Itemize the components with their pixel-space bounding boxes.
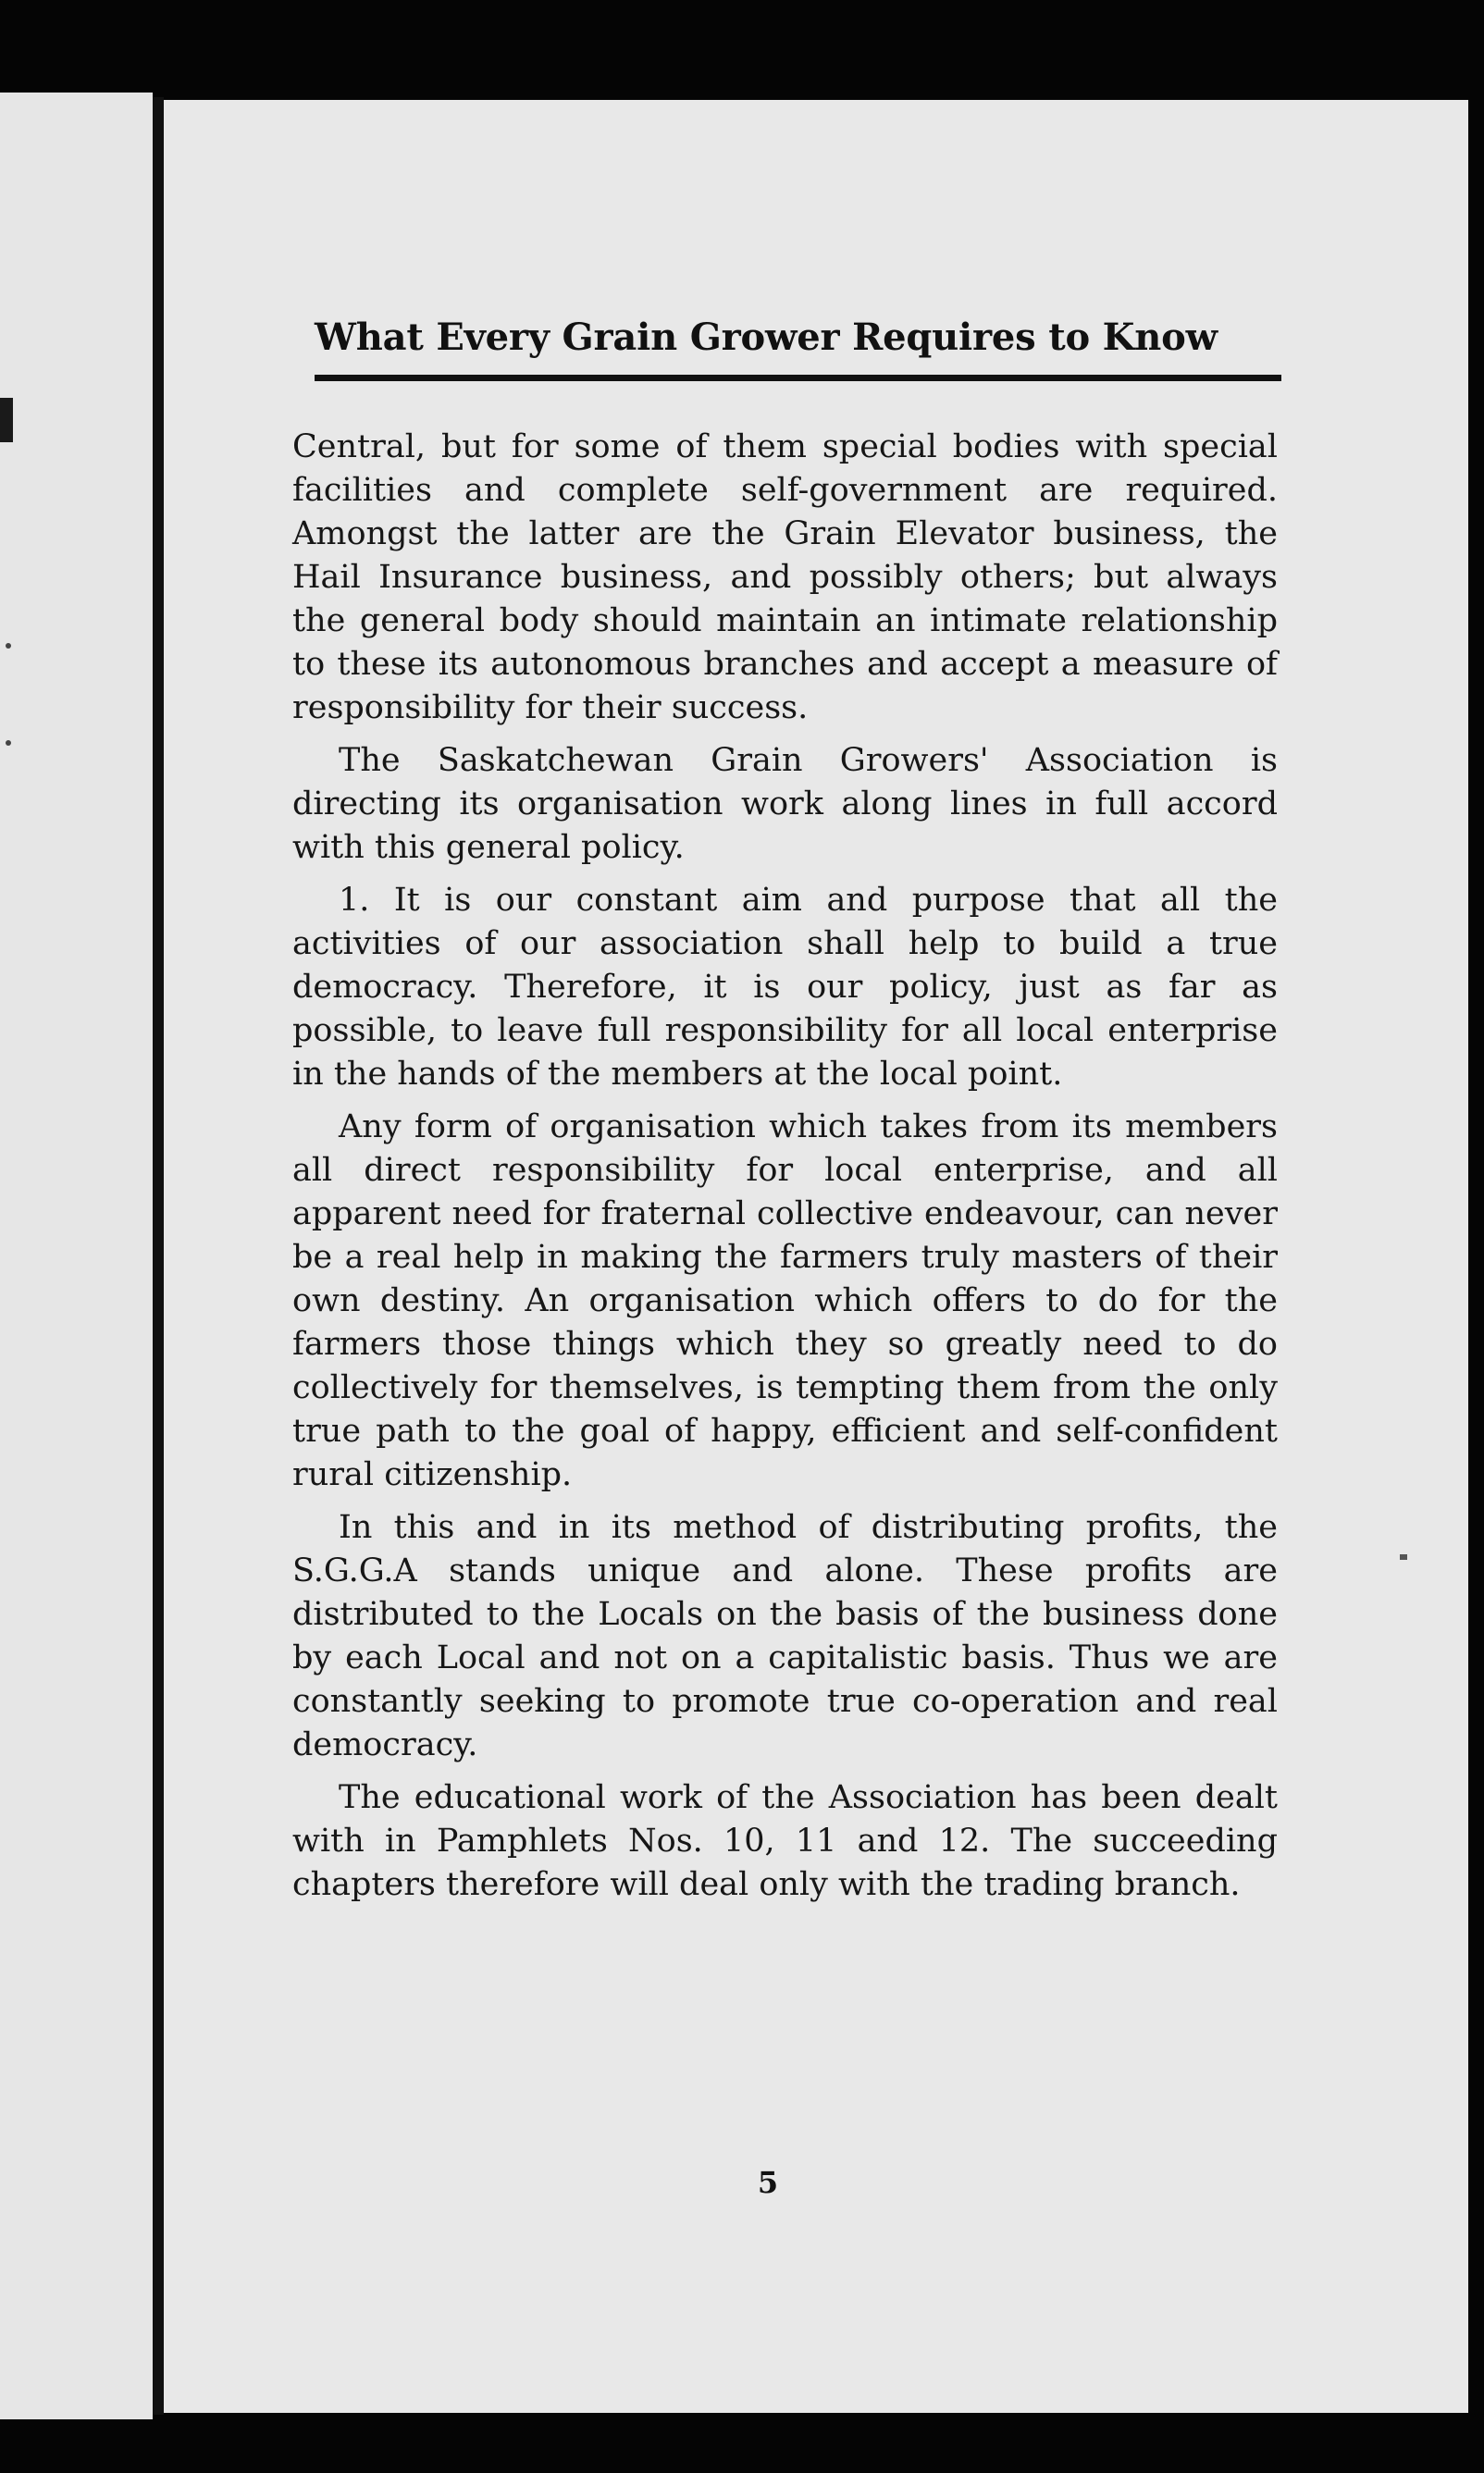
page-body bbox=[292, 426, 1278, 1916]
book-gutter bbox=[153, 97, 164, 2415]
left-page-mark bbox=[0, 398, 13, 442]
page-number: 5 bbox=[757, 2165, 779, 2200]
left-page-speck bbox=[6, 740, 11, 746]
page-speck bbox=[1400, 1554, 1407, 1560]
left-page-speck bbox=[6, 643, 11, 649]
left-page-edge bbox=[0, 93, 153, 2419]
paragraph: The educational work of the Association has been dealt with in Pamphlets Nos. 10, 11 and 12. The succeeding chapters therefore will deal only with the trading branch. bbox=[292, 1779, 1278, 1903]
paragraph: Any form of organisation which takes from its members all direct responsibility for local enterprise, and all apparent need for fraternal collective endeavour, can never be a real help in making the farmers truly masters of their own destiny. An organisation which offers to do for the farmers those things which they so greatly need to do collectively for themselves, is tempting them from the only true path to the goal of happy, efficient and self-confident rural citizenship. bbox=[292, 1108, 1278, 1493]
paragraph: 1. It is our constant aim and purpose that all the activities of our association shall help to build a true democracy. Therefore, it is our policy, just as far as possible, to leave full responsibility for all local enterprise in the hands of the members at the local point. bbox=[292, 882, 1278, 1093]
paragraph: Central, but for some of them special bodies with special facilities and complete self-government are required. Amongst the latter are the Grain Elevator business, the Hail Insurance business, and possibly others; but always the general body should maintain an intimate relationship to these its autonomous branches and accept a measure of responsibility for their success. bbox=[292, 428, 1278, 726]
paragraph: In this and in its method of distributing profits, the S.G.G.A stands unique and alone. These profits are distributed to the Locals on the basis of the business done by each Local and not on a capitalistic basis. Thus we are constantly seeking to promote true co-operation and real democracy. bbox=[292, 1509, 1278, 1763]
paragraph: The Saskatchewan Grain Growers' Association is directing its organisation work along lines in full accord with this general policy. bbox=[292, 742, 1278, 866]
running-header: What Every Grain Grower Requires to Know bbox=[315, 315, 1218, 359]
header-rule bbox=[315, 375, 1281, 381]
